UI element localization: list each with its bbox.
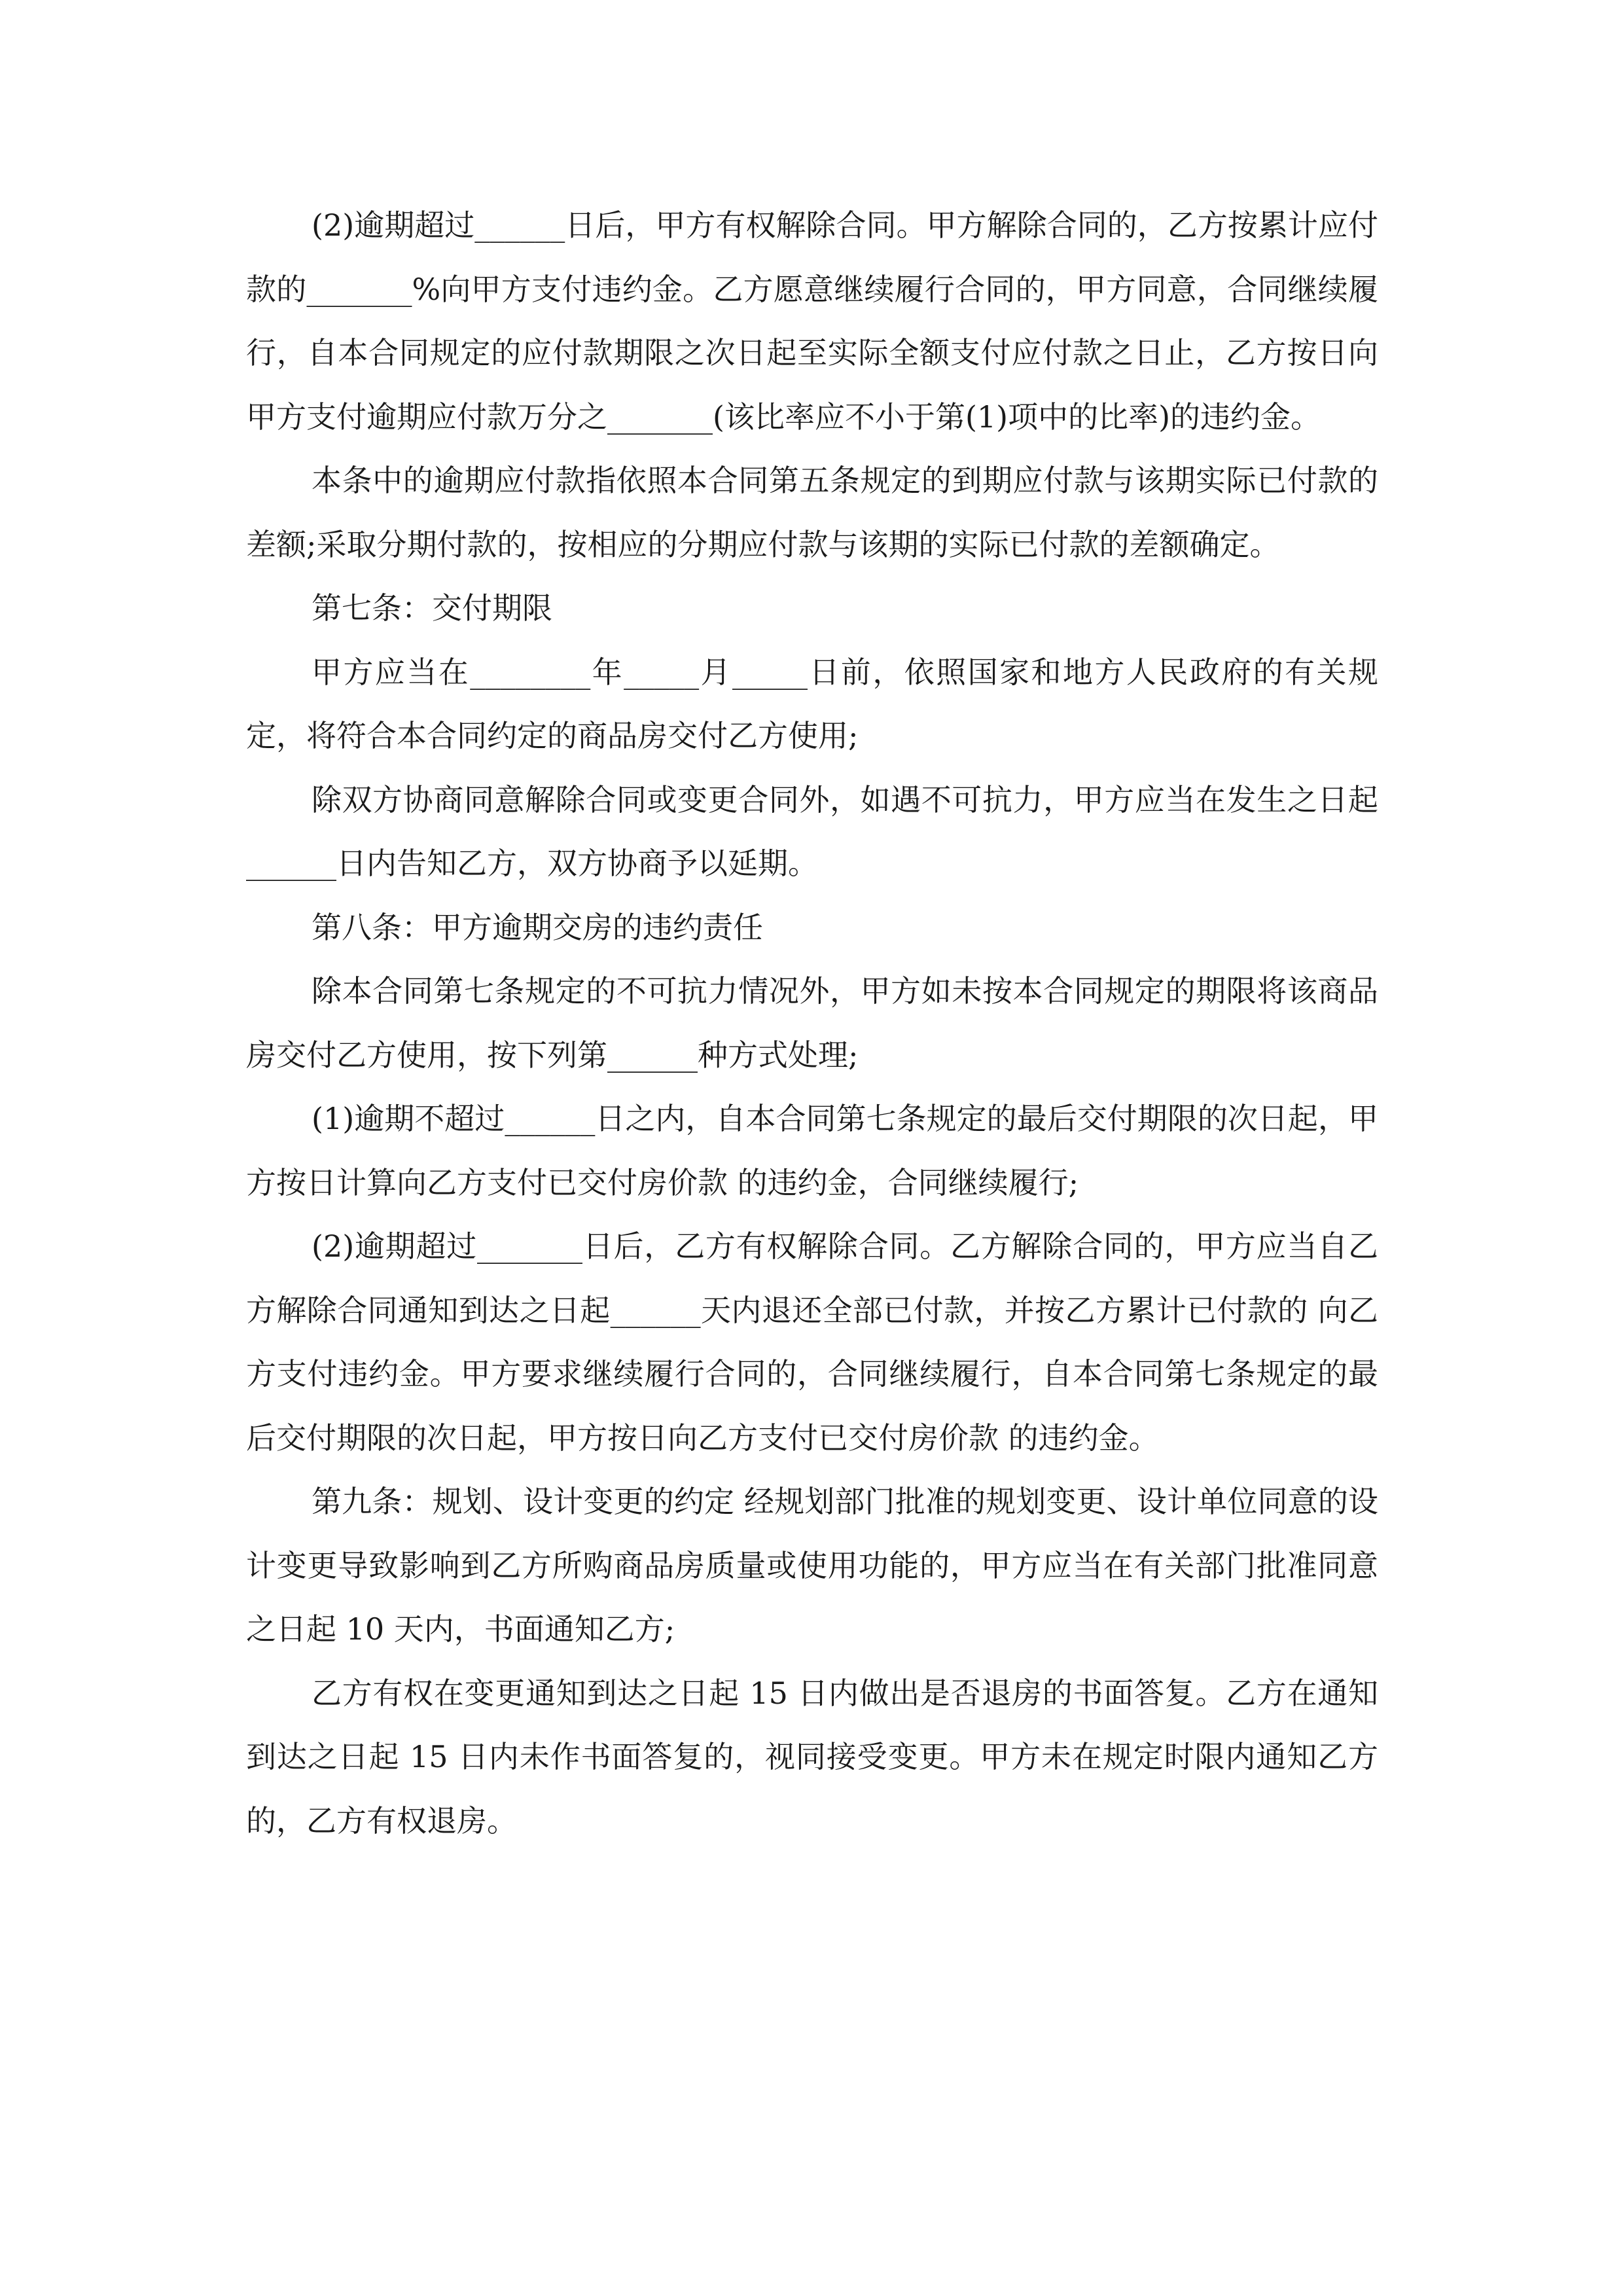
paragraph-overdue-payment-clause-2: (2)逾期超过______日后，甲方有权解除合同。甲方解除合同的，乙方按累计应付款的_______%向甲方支付违约金。乙方愿意继续履行合同的，甲方同意，合同继续履行，自本合同规定的应付款期限之次日起至实际全额支付应付款之日止，乙方按日向甲方支付逾期应付款万分之_______(该比率应不小于第(1)项中的比率)的违约金。 <box>246 207 1378 435</box>
article-7-heading: 第七条：交付期限 <box>312 590 552 626</box>
paragraph-delivery-date: 甲方应当在________年_____月_____日前，依照国家和地方人民政府的有关规定，将符合本合同约定的商品房交付乙方使用; <box>246 654 1378 753</box>
paragraph-late-delivery-option-2: (2)逾期超过_______日后，乙方有权解除合同。乙方解除合同的，甲方应当自乙方解除合同通知到达之日起______天内退还全部已付款，并按乙方累计已付款的 向乙方支付违约金。甲方要求继续履行合同的，合同继续履行，自本合同第七条规定的最后交付期限的次日起，甲方按日向乙方支付已交付房价款 的违约金。 <box>246 1229 1378 1456</box>
article-8-heading: 第八条：甲方逾期交房的违约责任 <box>312 909 763 945</box>
paragraph-force-majeure: 除双方协商同意解除合同或变更合同外，如遇不可抗力，甲方应当在发生之日起______日内告知乙方，双方协商予以延期。 <box>246 781 1378 881</box>
document-body <box>246 194 1378 1853</box>
paragraph-refund-right: 乙方有权在变更通知到达之日起 15 日内做出是否退房的书面答复。乙方在通知到达之日起 15 日内未作书面答复的，视同接受变更。甲方未在规定时限内通知乙方的，乙方有权退房。 <box>246 1675 1378 1839</box>
paragraph-late-delivery-option-1: (1)逾期不超过______日之内，自本合同第七条规定的最后交付期限的次日起，甲方按日计算向乙方支付已交付房价款 的违约金，合同继续履行; <box>246 1101 1378 1200</box>
paragraph-overdue-payment-definition: 本条中的逾期应付款指依照本合同第五条规定的到期应付款与该期实际已付款的差额;采取分期付款的，按相应的分期应付款与该期的实际已付款的差额确定。 <box>246 463 1378 562</box>
article-9-paragraph: 第九条：规划、设计变更的约定 经规划部门批准的规划变更、设计单位同意的设计变更导致影响到乙方所购商品房质量或使用功能的，甲方应当在有关部门批准同意之日起 10 天内，书面通知乙方; <box>246 1484 1378 1647</box>
paragraph-late-delivery-options: 除本合同第七条规定的不可抗力情况外，甲方如未按本合同规定的期限将该商品房交付乙方使用，按下列第______种方式处理; <box>246 973 1378 1073</box>
